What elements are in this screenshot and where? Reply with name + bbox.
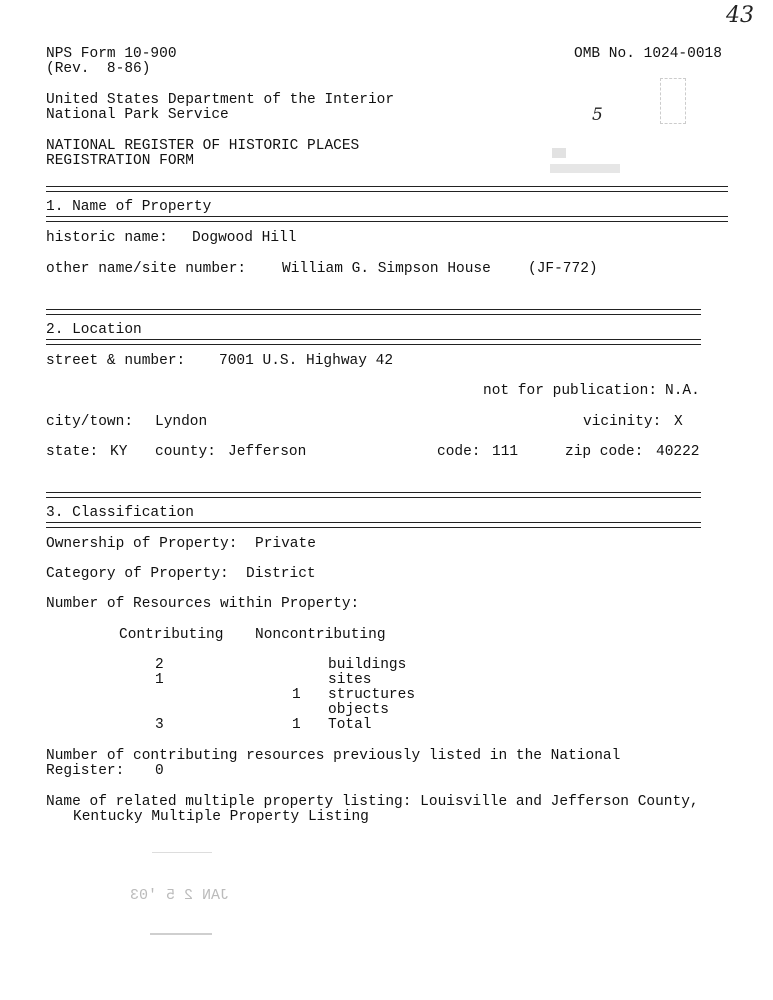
street-label: street & number: <box>46 353 186 369</box>
zip-label: zip code: <box>565 444 644 460</box>
category: District <box>246 566 316 582</box>
contributing-column-header: Contributing <box>119 627 224 643</box>
resource-noncontributing-count: 1 <box>292 687 301 703</box>
omb-number: OMB No. 1024-0018 <box>574 46 722 62</box>
resource-total-label: Total <box>328 717 372 733</box>
code-label: code: <box>437 444 481 460</box>
vicinity-label: vicinity: <box>583 414 662 430</box>
resource-contributing-count: 2 <box>155 657 164 673</box>
faint-stamp-mark <box>552 148 566 158</box>
section-3-heading: 3. Classification <box>46 505 194 521</box>
form-number: NPS Form 10-900 <box>46 46 177 62</box>
faint-dot-mark <box>152 852 212 853</box>
receipt-stamp-box <box>660 78 686 124</box>
faint-date-stamp: JAN 2 5 '03 <box>130 887 230 904</box>
multiple-listing-label: Name of related multiple property listing: Louisville and Jefferson County, <box>46 794 699 810</box>
double-rule <box>46 216 728 222</box>
not-for-publication-value: N.A. <box>665 383 700 399</box>
other-name: William G. Simpson House <box>282 261 491 277</box>
resource-type: objects <box>328 702 389 718</box>
double-rule <box>46 309 701 315</box>
street: 7001 U.S. Highway 42 <box>219 353 394 369</box>
site-number: (JF-772) <box>528 261 598 277</box>
form-title: REGISTRATION FORM <box>46 153 194 169</box>
code: 111 <box>492 444 519 460</box>
not-for-publication-label: not for publication: <box>483 383 658 399</box>
previously-listed-label: Register: <box>46 763 125 779</box>
vicinity: X <box>674 414 683 430</box>
state-label: state: <box>46 444 99 460</box>
city: Lyndon <box>155 414 208 430</box>
faint-underline-mark <box>150 933 212 935</box>
faint-stamp-mark <box>550 164 620 173</box>
county-label: county: <box>155 444 216 460</box>
ownership: Private <box>255 536 316 552</box>
historic-name-label: historic name: <box>46 230 168 246</box>
noncontributing-column-header: Noncontributing <box>255 627 386 643</box>
state: KY <box>110 444 128 460</box>
handwritten-mark: 5 <box>592 105 603 125</box>
section-2-heading: 2. Location <box>46 322 142 338</box>
ownership-label: Ownership of Property: <box>46 536 238 552</box>
historic-name: Dogwood Hill <box>192 230 297 246</box>
form-revision: (Rev. 8-86) <box>46 61 151 77</box>
resource-type: buildings <box>328 657 407 673</box>
resource-noncontributing-total: 1 <box>292 717 301 733</box>
category-label: Category of Property: <box>46 566 229 582</box>
resource-contributing-total: 3 <box>155 717 164 733</box>
county: Jefferson <box>228 444 307 460</box>
double-rule <box>46 339 701 345</box>
resource-type: sites <box>328 672 372 688</box>
service: National Park Service <box>46 107 229 123</box>
double-rule <box>46 186 728 192</box>
previously-listed-value: 0 <box>155 763 164 779</box>
resource-type: structures <box>328 687 416 703</box>
other-name-label: other name/site number: <box>46 261 247 277</box>
register-title: NATIONAL REGISTER OF HISTORIC PLACES <box>46 138 360 154</box>
city-label: city/town: <box>46 414 134 430</box>
zip-code: 40222 <box>656 444 700 460</box>
double-rule <box>46 522 701 528</box>
department: United States Department of the Interior <box>46 92 395 108</box>
resources-label: Number of Resources within Property: <box>46 596 360 612</box>
previously-listed-text: Number of contributing resources previously listed in the National <box>46 748 621 764</box>
double-rule <box>46 492 701 498</box>
handwritten-page-number: 43 <box>726 3 754 28</box>
resource-contributing-count: 1 <box>155 672 164 688</box>
multiple-listing-value: Kentucky Multiple Property Listing <box>73 809 369 825</box>
section-1-heading: 1. Name of Property <box>46 199 212 215</box>
